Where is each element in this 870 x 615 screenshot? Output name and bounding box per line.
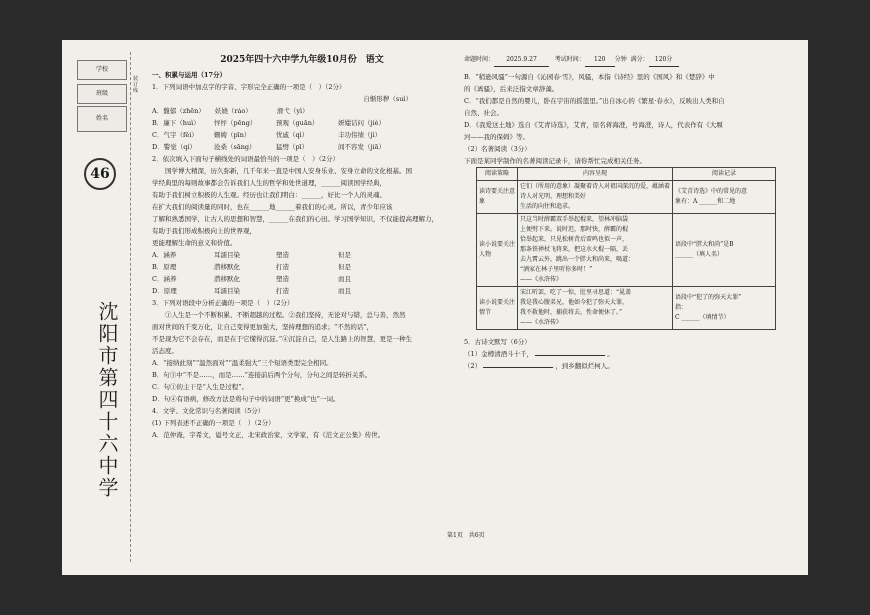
binding-line [130,52,131,562]
q3-option-b: B．句③中“不是……，而是……”连接前后两个分句，分句之间是转折关系。 [152,371,372,379]
q2-option-a: A．涵养 耳濡目染 塑造 但是 [152,251,351,259]
section-1-heading: 一、积累与运用（17分） [152,71,227,79]
q2-passage-3: 有助于我们树立积极的人生观。经历也让我们明白：______，好比一个人的灵魂、 [152,191,386,199]
table-header: 阅读记录 [673,168,776,181]
class-field[interactable]: 班级 [77,84,127,104]
exam-title: 2025年四十六中学九年级10月份 语文 [220,55,384,65]
q2-passage-1: 国学博大精深，历久弥新，几千年来一直是中国人安身乐业、安身立命的文化根基。国 [152,167,412,175]
q4-sub-2: （2）名著阅读（3分） [464,145,531,153]
q4-option-a: A．范仲淹，字希文，谥号文正，北宋政治家，文学家，有《范文正公集》传世。 [152,431,385,439]
full-score: 120分 [649,54,679,67]
table-header: 阅读策略 [477,168,518,181]
q5-stem: 5．古诗文默写（6分） [464,338,531,346]
q1-option-b: B．廉下（huì） 怦怦（pēng） 预观（guān） 妍媸诘问（jiè） [152,119,385,127]
q2-passage-5: 了解和熟悉国学，让古人的思想和智慧，______在我们的心田。学习国学知识，不仅能提高理解力， [152,215,438,223]
q3-passage-2: 面对世间的千变万化，让自己变得更加强大，坚持理想的追求；“不然的话”， [152,323,374,331]
binding-label: 装订线 [133,76,139,94]
exam-duration: 120 [585,54,615,67]
answer-blank[interactable] [535,355,605,356]
q1-stem: 1．下列词语中加点字的字音、字形完全正确的一项是（ ）（2分） [152,83,346,91]
q4-option-c-1: C．“我们都是自然的婴儿，卧在宇宙的摇篮里。”出自冰心的《繁星·春水》，反映出人类和自 [464,97,725,105]
table-row: 读小说要关注情节 宋江听罢，吃了一惊，肚里寻思道：“晁盖 我是我心腹弟兄，他如今犯了弥天大罪， 我不救他时，捕获将去，性命便休了。” ——《水浒传》 语段中“犯了的弥天大罪” 指： C ______（填情节） [477,287,776,330]
q3-option-a: A．“接纳此刻”“温然面对”“温柔强大”三个短语类型完全相同。 [152,359,333,367]
q4-sub-2-intro: 下面是某同学制作的名著阅读记录卡，请你帮忙完成相关任务。 [464,157,646,165]
school-field[interactable]: 学校 [77,60,127,80]
q2-passage-6: 有助于我们形成积极向上的世界观， [152,227,256,235]
q2-passage-4: 在扩大我们的阅读量的同时，也在______地______着我们的心灵。所以，青少年应该 [152,203,393,211]
q4-sub-1: (1) 下列表述不正确的一项是（ ）（2分） [152,419,275,427]
q1-extra: 自惭形秽（suì） [363,95,412,103]
q3-passage-1: ①人生是一个不断积累、不断超越的过程。②我们坚持，无论对与错，总与善，然然 [152,311,406,319]
q4-option-b-2: 的《离骚》，后来泛指文章辞藻。 [464,85,559,93]
left-column [152,54,452,441]
q4-option-d-2: 河——我的保姆》等。 [464,133,529,141]
table-row: 读诗要关注意象 它们（所用的意象）凝聚着诗人对祖国深沉的爱，蕴涵着诗人对光明、理想和美好 生活的向往和追求。 《艾青诗选》中的常见的意 象有：A ______和二地 [477,181,776,214]
answer-blank[interactable] [483,367,553,368]
reading-record-table [476,167,776,330]
q3-option-d: D．句④有语病，修改方法是将句子中的词语“更”换成“也”一词。 [152,395,340,403]
q4-option-c-2: 自然、社会。 [464,109,503,117]
school-seal-icon: 46 [82,158,118,208]
school-name: 沈阳市第四十六中学 [95,301,119,499]
q2-passage-2: 学经典里的每则故事都会告诉我们人生的哲学和处世道理，______阅读国学经典， [152,179,386,187]
q2-option-b: B．原理 潜移默化 打造 但是 [152,263,351,271]
exam-meta: 命题时间： 2025.9.27 考试时间： 120 分钟 满分： 120分 [464,54,799,67]
name-field[interactable]: 姓名 [77,106,127,132]
q2-stem: 2．依次填入下面句子横线处的词语最恰当的一项是（ ）（2分） [152,155,340,163]
q3-passage-3: 不是现为它不会存在，而是在于它懂得沉淀。”④沉淀自己，是人生路上的智慧，更是一种生 [152,335,413,343]
q1-option-c: C．气宇（fěi） 姗娉（pīn） 忧戚（qì） 丰功伟绩（jì） [152,131,382,139]
q4-option-b-1: B．“稍逊风骚”一句源自《沁园春·雪》，风骚，本指《诗经》里的《国风》和《楚辞》中 [464,73,715,81]
q3-option-c: C．句①的主干是“人生是过程”。 [152,383,249,391]
table-row: 读小说要关注人物 只这当时薛霸双手举起棍来，望林冲脑袋 上便劈下来。说时迟，那时快，薛霸的棍 恰举起来，只见松树背后雷鸣也似一声， 那条铁禅杖飞将来，把这水火棍一隔，丢 去九霄云外，跳出一个胖大和尚来，喝道： “酒家在林子里听你多时！” ——《水浒传》 语段中“胖大和尚”是B ______（填人名） [477,214,776,287]
q4-option-d-1: D．《我爱这土地》选自《艾青诗选》，艾青，原名蒋海澄，号海澄，诗人，代表作有《大堰 [464,121,723,129]
q2-option-d: D．原理 耳濡目染 打造 而且 [152,287,351,295]
right-column [464,54,799,372]
q1-option-d: D．警觉（qí） 沧桑（sāng） 猛劈（pī） 间不容发（jiā） [152,143,385,151]
q1-option-a: A．馥郁（zhēn） 妖娆（ráo） 滑弋（yì） [152,107,309,115]
q5-line-1: （1）金樽清酒斗十千， 。 [464,350,614,358]
q3-stem: 3．下列对语段中分析正确的一项是（ ）（2分） [152,299,294,307]
q2-passage-7: 更能理解生命的意义和价值。 [152,239,237,247]
exam-date: 2025.9.27 [494,54,549,67]
q3-passage-4: 活态度。 [152,347,178,355]
exam-paper [62,40,808,575]
table-header: 内容呈现 [518,168,673,181]
q4-stem: 4．文学、文化常识与名著阅读（5分） [152,407,265,415]
q5-line-2: （2） ，到乡翻似烂柯人。 [464,362,614,370]
page-number: 第1页 共6页 [447,532,485,539]
q2-option-c: C．涵养 潜移默化 塑造 而且 [152,275,351,283]
